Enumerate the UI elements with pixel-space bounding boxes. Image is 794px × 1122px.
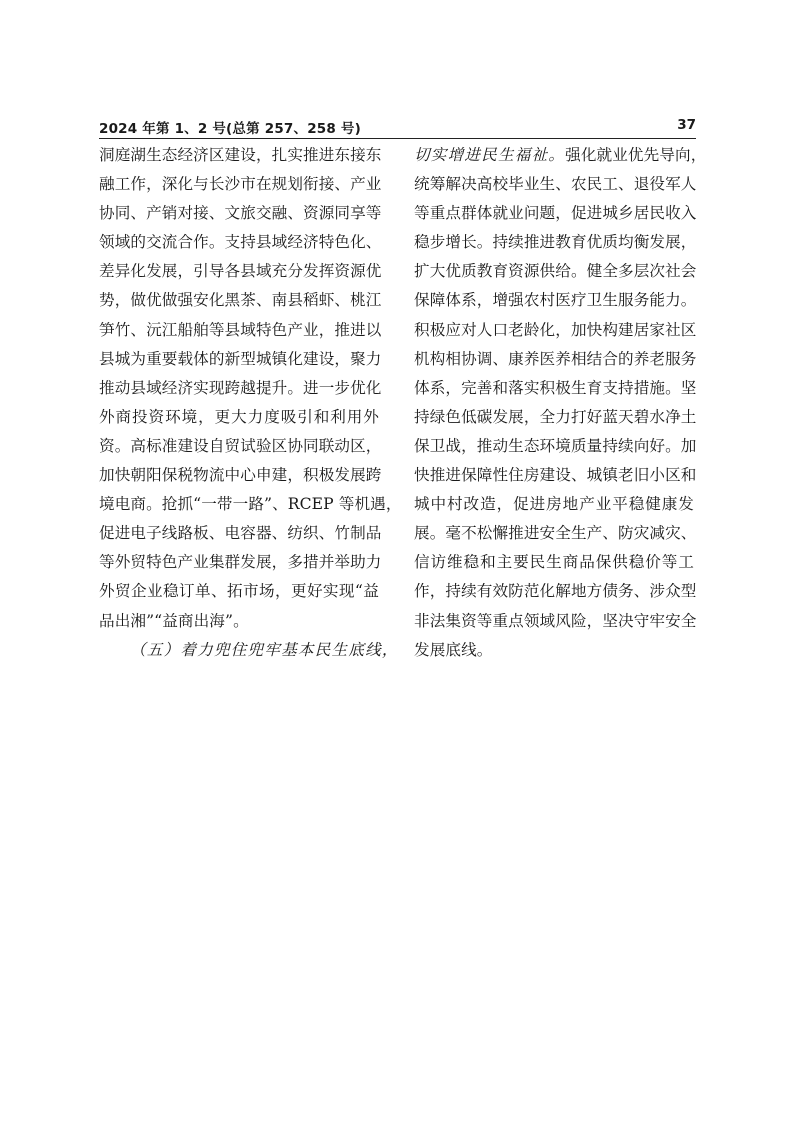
- text-line: 差异化发展，引导各县域充分发挥资源优: [99, 262, 382, 281]
- text-line: 县城为重要载体的新型城镇化建设，聚力: [99, 349, 382, 368]
- page-number: 37: [677, 117, 696, 133]
- text-line: 资。高标准建设自贸试验区协同联动区，: [99, 436, 382, 455]
- text-line: 积极应对人口老龄化，加快构建居家社区: [414, 320, 697, 339]
- text-line: 洞庭湖生态经济区建设，扎实推进东接东: [99, 146, 382, 164]
- text-line: 城中村改造，促进房地产业平稳健康发: [414, 495, 694, 514]
- text-line: 发展底线。: [414, 640, 493, 659]
- text-line: 等外贸特色产业集群发展，多措并举助力: [99, 553, 382, 572]
- left-column: [99, 141, 402, 665]
- text-line: 势，做优做强安化黑茶、南县稻虾、桃江: [99, 291, 382, 310]
- text-line: 保卫战，推动生态环境质量持续向好。加: [414, 436, 697, 455]
- text-line: 展。毫不松懈推进安全生产、防灾减灾、: [414, 524, 697, 543]
- text-line: 机构相协调、康养医养相结合的养老服务: [414, 349, 697, 368]
- text-line-rest: 强化就业优先导向，: [565, 146, 707, 164]
- text-line: 持绿色低碳发展，全力打好蓝天碧水净土: [414, 407, 697, 426]
- text-line: 外商投资环境，更大力度吸引和利用外: [99, 407, 379, 426]
- text-line: 品出湘”“益商出海”。: [99, 611, 249, 630]
- text-line: 领域的交流合作。支持县域经济特色化、: [99, 233, 382, 252]
- issue-label: 2024 年第 1、2 号(总第 257、258 号): [99, 121, 361, 137]
- text-line: 体系，完善和落实积极生育支持措施。坚: [414, 378, 697, 397]
- text-line: 快推进保障性住房建设、城镇老旧小区和: [414, 466, 697, 485]
- text-line: 融工作，深化与长沙市在规划衔接、产业: [99, 175, 382, 194]
- text-line: 信访维稳和主要民生商品保供稳价等工: [414, 553, 694, 572]
- text-line: 推动县域经济实现跨越提升。进一步优化: [99, 378, 382, 397]
- text-line: 加快朝阳保税物流中心申建，积极发展跨: [99, 466, 382, 485]
- text-line: 统筹解决高校毕业生、农民工、退役军人: [414, 175, 697, 194]
- text-line: 笋竹、沅江船舶等县域特色产业，推进以: [99, 320, 382, 339]
- section-heading-start: （五）着力兜住兜牢基本民生底线，: [130, 640, 399, 659]
- text-line: 非法集资等重点领域风险，坚决守牢安全: [414, 611, 697, 630]
- text-line: 境电商。抢抓“一带一路”、RCEP 等机遇，: [99, 495, 402, 514]
- text-line-first: [414, 141, 707, 170]
- text-line: 扩大优质教育资源供给。健全多层次社会: [414, 262, 697, 281]
- text-line: 保障体系，增强农村医疗卫生服务能力。: [414, 291, 697, 310]
- text-line: 外贸企业稳订单、拓市场，更好实现“益: [99, 582, 379, 601]
- running-header: [99, 116, 696, 139]
- text-line: 稳步增长。持续推进教育优质均衡发展，: [414, 233, 697, 252]
- text-line: 协同、产销对接、文旅交融、资源同享等: [99, 204, 382, 223]
- section-heading-end: 切实增进民生福祉。: [414, 146, 566, 164]
- text-line: 促进电子线路板、电容器、纺织、竹制品: [99, 524, 382, 543]
- text-line: 作，持续有效防范化解地方债务、涉众型: [414, 582, 697, 601]
- right-column: [414, 141, 707, 665]
- text-line: 等重点群体就业问题，促进城乡居民收入: [414, 204, 697, 223]
